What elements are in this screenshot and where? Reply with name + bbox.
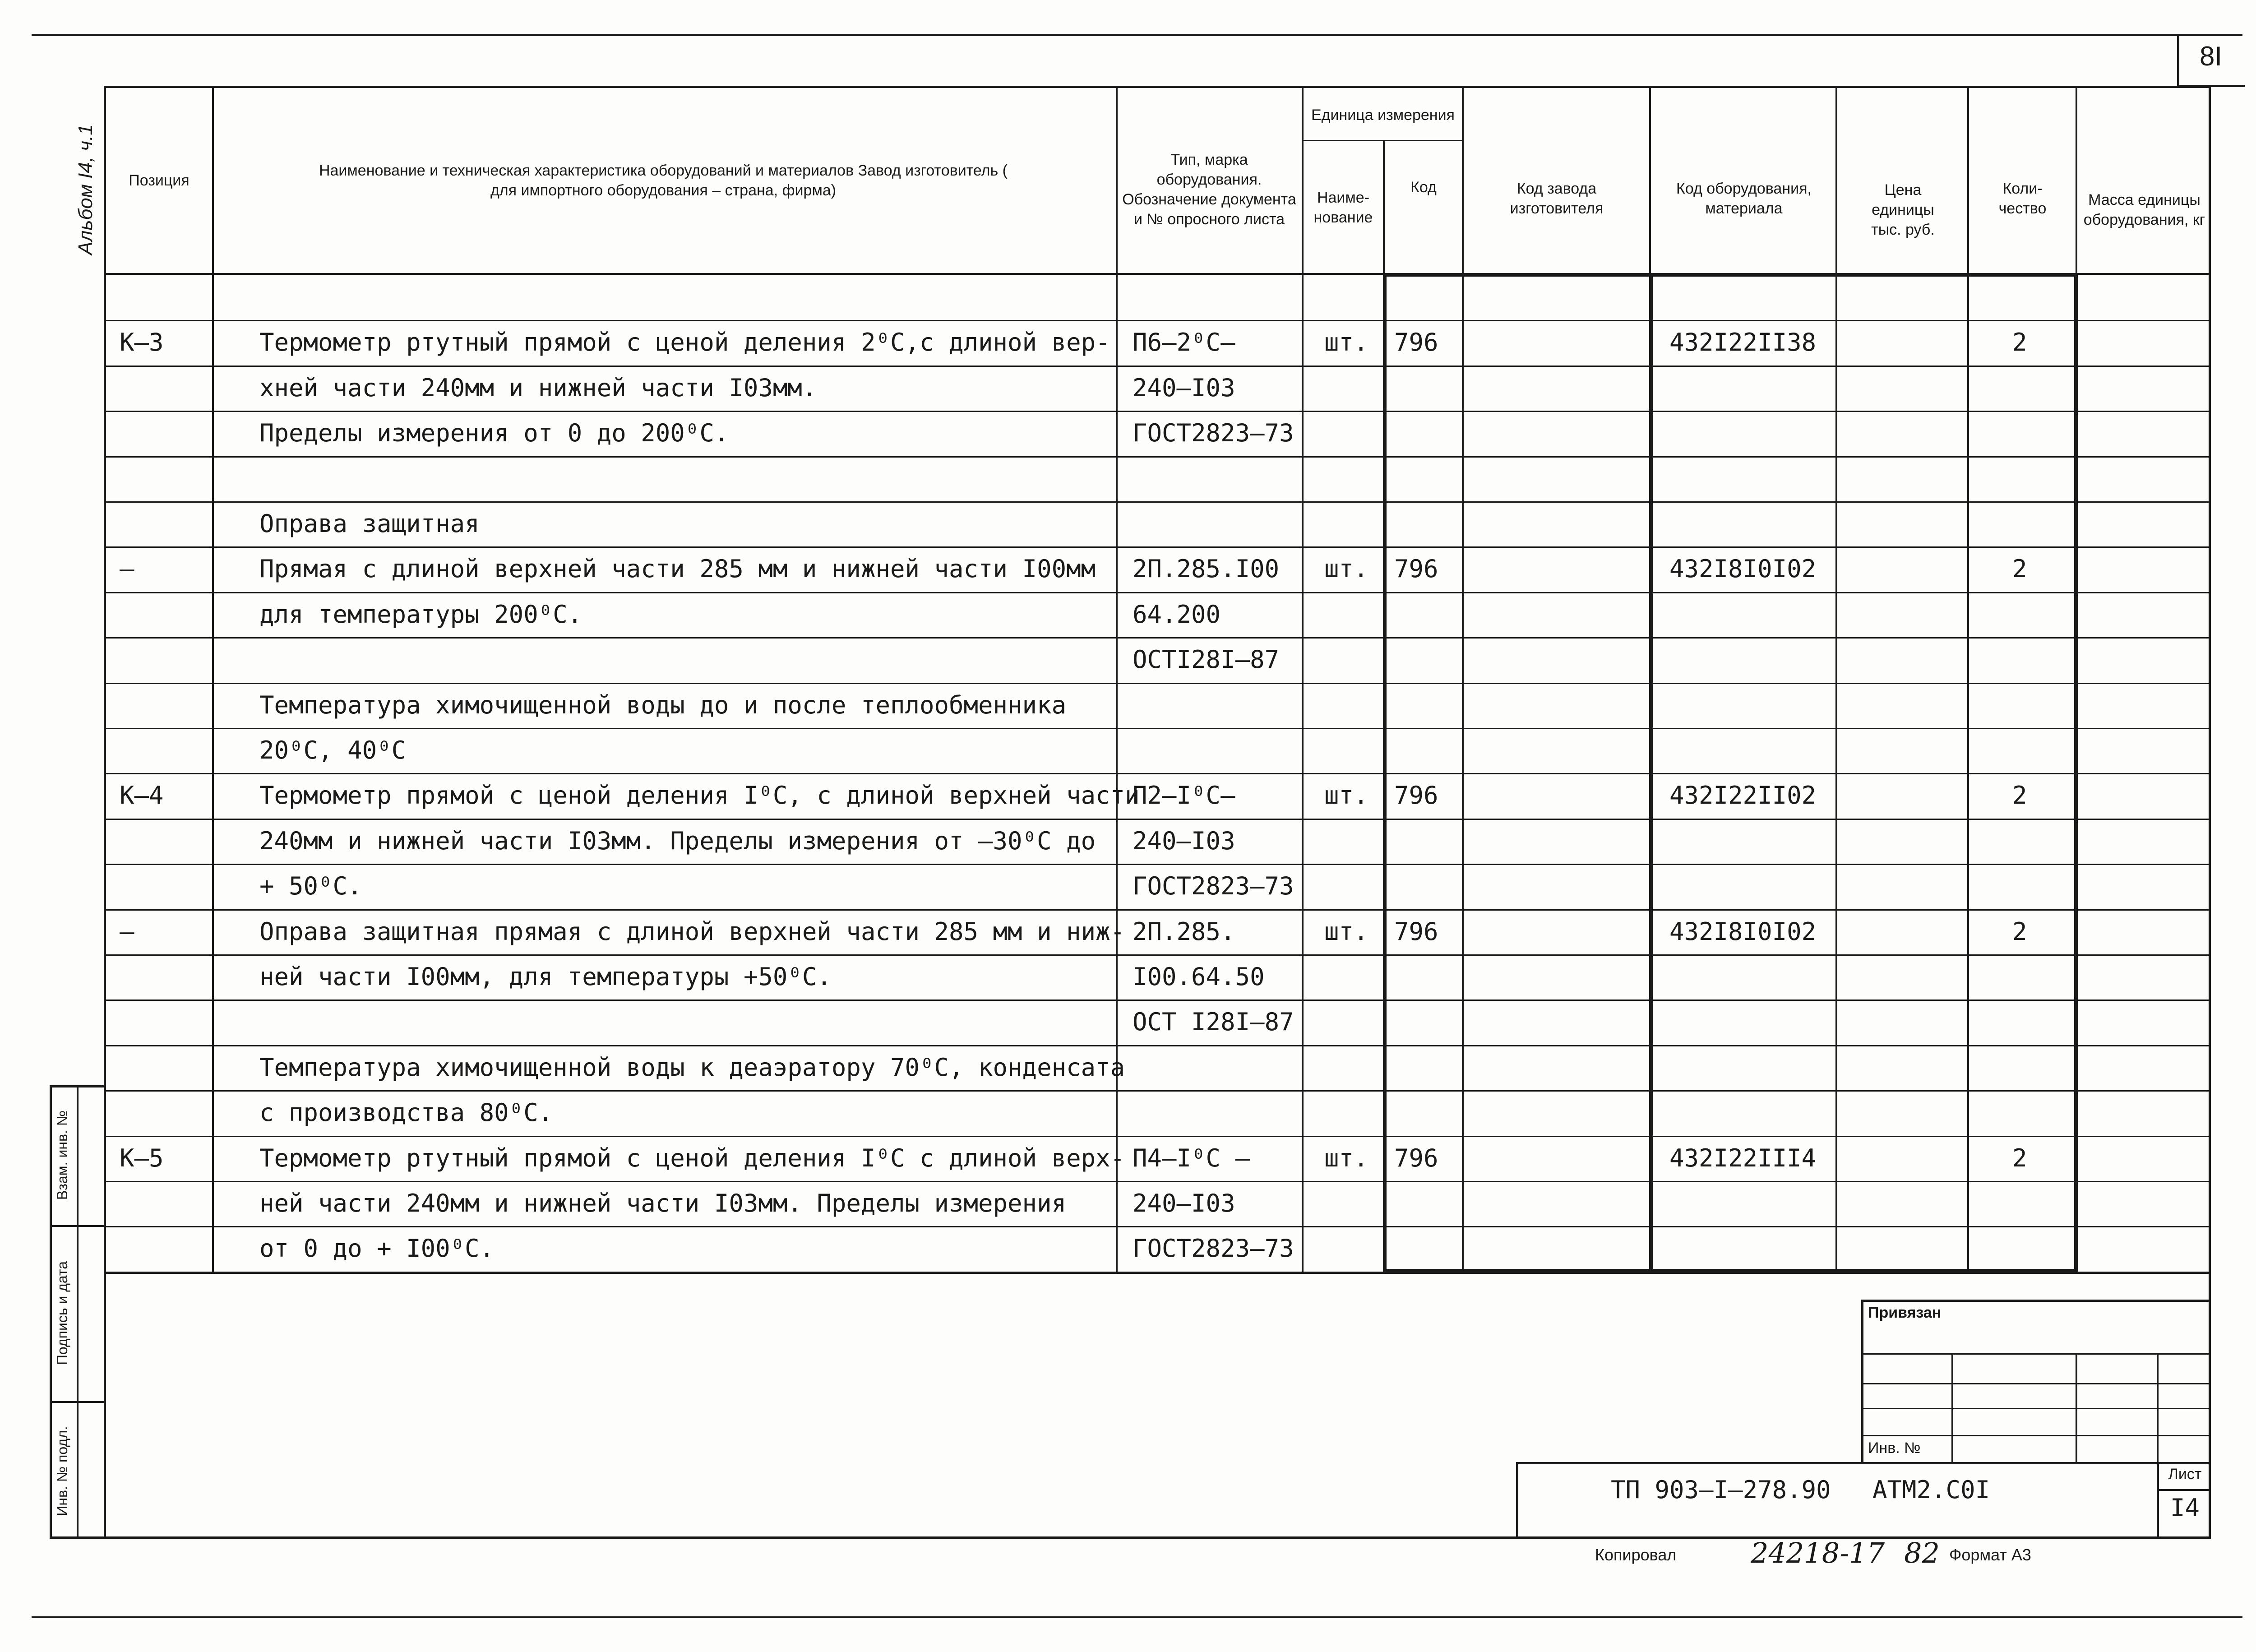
row-divider	[104, 683, 2211, 684]
project-code: ТП 903–I–278.90	[1611, 1476, 1831, 1504]
cell-type: 240–I03	[1133, 374, 1235, 402]
cell-type: ОСТ I28I–87	[1133, 1008, 1294, 1036]
cell-name: хней части 240мм и нижней части I03мм.	[259, 374, 817, 402]
col-header-factory-code: Код завода изготовителя	[1510, 180, 1604, 217]
cell-name: Пределы измерения от 0 до 200⁰С.	[259, 419, 729, 447]
handwritten-page: 82	[1904, 1536, 1940, 1569]
cell-name: 240мм и нижней части I03мм. Пределы измерения от –30⁰С до	[259, 827, 1096, 855]
col-header-price: Цена единицы тыс. руб.	[1871, 181, 1935, 238]
inv-label: Инв. №	[1868, 1439, 1921, 1457]
row-divider	[104, 909, 2211, 911]
cell-name: Термометр ртутный прямой с ценой деления I⁰С с длиной верх-	[259, 1144, 1125, 1172]
cell-name: от 0 до + I00⁰С.	[259, 1234, 495, 1263]
cell-equip: 432I22III4	[1669, 1144, 1817, 1172]
row-divider	[104, 320, 2211, 321]
frame-top	[32, 34, 2242, 36]
cell-qty: 2	[2012, 555, 2027, 583]
row-divider	[104, 954, 2211, 956]
cell-code: 796	[1394, 917, 1438, 946]
cell-qty: 2	[2012, 781, 2027, 810]
cell-type: 64.200	[1133, 600, 1221, 629]
row-divider	[104, 1090, 2211, 1092]
cell-qty: 2	[2012, 1144, 2027, 1172]
row-divider	[104, 501, 2211, 503]
col-header-position: Позиция	[129, 172, 190, 189]
cell-type: I00.64.50	[1133, 963, 1265, 991]
cell-qty: 2	[2012, 328, 2027, 356]
row-divider	[104, 637, 2211, 639]
col-header-unit-name: Наиме-нование	[1313, 189, 1373, 226]
row-divider	[104, 864, 2211, 865]
cell-unit: шт.	[1324, 917, 1368, 946]
frame-bottom-outer	[32, 1616, 2242, 1618]
cell-equip: 432I22II02	[1669, 781, 1817, 810]
cell-name: с производства 80⁰С.	[259, 1098, 553, 1127]
sheet-value: I4	[2170, 1494, 2200, 1522]
row-divider	[104, 1000, 2211, 1001]
row-divider	[104, 546, 2211, 548]
row-divider	[104, 1181, 2211, 1182]
cell-pos: –	[120, 917, 134, 946]
cell-name: Температура химочищенной воды до и после теплообменника	[259, 691, 1067, 719]
row-divider	[104, 728, 2211, 729]
cell-name: 20⁰С, 40⁰С	[259, 736, 407, 764]
stamp-vzam: Взам. инв. №	[54, 1110, 70, 1200]
cell-unit: шт.	[1324, 1144, 1368, 1172]
doc-code: АТМ2.С0I	[1872, 1476, 1990, 1504]
cell-code: 796	[1394, 555, 1438, 583]
sheet-label: Лист	[2168, 1466, 2202, 1483]
handwritten-number: 24218-17	[1751, 1536, 1885, 1569]
cell-name: Оправа защитная прямая с длиной верхней части 285 мм и ниж-	[259, 917, 1125, 946]
row-divider	[104, 456, 2211, 458]
cell-name: для температуры 200⁰С.	[259, 600, 582, 629]
cell-name: ней части 240мм и нижней части I03мм. Пределы измерения	[259, 1189, 1067, 1217]
row-divider	[104, 819, 2211, 820]
col-header-type: Тип, марка оборудования. Обозначение документа и № опросного листа	[1122, 151, 1296, 228]
cell-equip: 432I22II38	[1669, 328, 1817, 356]
cell-code: 796	[1394, 781, 1438, 810]
cell-name: ней части I00мм, для температуры +50⁰С.	[259, 963, 832, 991]
copied-label: Копировал	[1595, 1546, 1677, 1564]
cell-type: П2–I⁰С–	[1133, 781, 1235, 810]
cell-pos: К–3	[120, 328, 164, 356]
cell-pos: К–4	[120, 781, 164, 810]
cell-type: ГОСТ2823–73	[1133, 872, 1294, 900]
cell-name: + 50⁰С.	[259, 872, 362, 900]
cell-type: 2П.285.	[1133, 917, 1235, 946]
cell-name: Температура химочищенной воды к деаэратору 70⁰С, конденсата	[259, 1053, 1125, 1082]
cell-name: Термометр прямой с ценой деления I⁰С, с длиной верхней части	[259, 781, 1140, 810]
cell-type: 240–I03	[1133, 827, 1235, 855]
cell-type: П6–2⁰С–	[1133, 328, 1235, 356]
cell-qty: 2	[2012, 917, 2027, 946]
cell-name: Оправа защитная	[259, 509, 480, 538]
cell-code: 796	[1394, 1144, 1438, 1172]
row-divider	[104, 1045, 2211, 1046]
cell-type: П4–I⁰С –	[1133, 1144, 1250, 1172]
sheet-number: 8I	[2199, 41, 2223, 71]
cell-pos: К–5	[120, 1144, 164, 1172]
col-header-name: Наименование и техническая характеристика оборудований и материалов Завод изготовитель ( для импортного оборудования – страна, фирма)	[319, 162, 1008, 199]
stamp-inv: Инв. № подл.	[54, 1426, 70, 1516]
cell-unit: шт.	[1324, 328, 1368, 356]
col-header-equipment-code: Код оборудования, материала	[1676, 180, 1812, 217]
cell-code: 796	[1394, 328, 1438, 356]
cell-type: ГОСТ2823–73	[1133, 419, 1294, 447]
cell-equip: 432I8I0I02	[1669, 917, 1817, 946]
cell-unit: шт.	[1324, 781, 1368, 810]
format-label: Формат А3	[1949, 1546, 2031, 1564]
cell-equip: 432I8I0I02	[1669, 555, 1817, 583]
stamp-podpis: Подпись и дата	[54, 1261, 70, 1365]
cell-type: 240–I03	[1133, 1189, 1235, 1217]
row-divider	[104, 1136, 2211, 1137]
row-divider	[104, 1226, 2211, 1227]
col-header-unit: Единица измерения	[1311, 106, 1455, 124]
album-note: Альбом I4, ч.1	[74, 124, 97, 255]
row-divider	[104, 411, 2211, 412]
col-header-mass: Масса единицы оборудования, кг	[2083, 191, 2205, 228]
row-divider	[104, 366, 2211, 367]
privyazan-label: Привязан	[1868, 1304, 1942, 1321]
cell-type: ГОСТ2823–73	[1133, 1234, 1294, 1263]
cell-type: ОСТI28I–87	[1133, 645, 1280, 674]
cell-type: 2П.285.I00	[1133, 555, 1280, 583]
row-divider	[104, 592, 2211, 593]
col-header-quantity: Коли-чество	[1998, 180, 2047, 217]
cell-name: Термометр ртутный прямой с ценой деления 2⁰С,с длиной вер-	[259, 328, 1110, 356]
cell-pos: –	[120, 555, 134, 583]
row-divider	[104, 773, 2211, 774]
cell-name: Прямая с длиной верхней части 285 мм и нижней части I00мм	[259, 555, 1096, 583]
cell-unit: шт.	[1324, 555, 1368, 583]
col-header-unit-code: Код	[1410, 179, 1437, 196]
